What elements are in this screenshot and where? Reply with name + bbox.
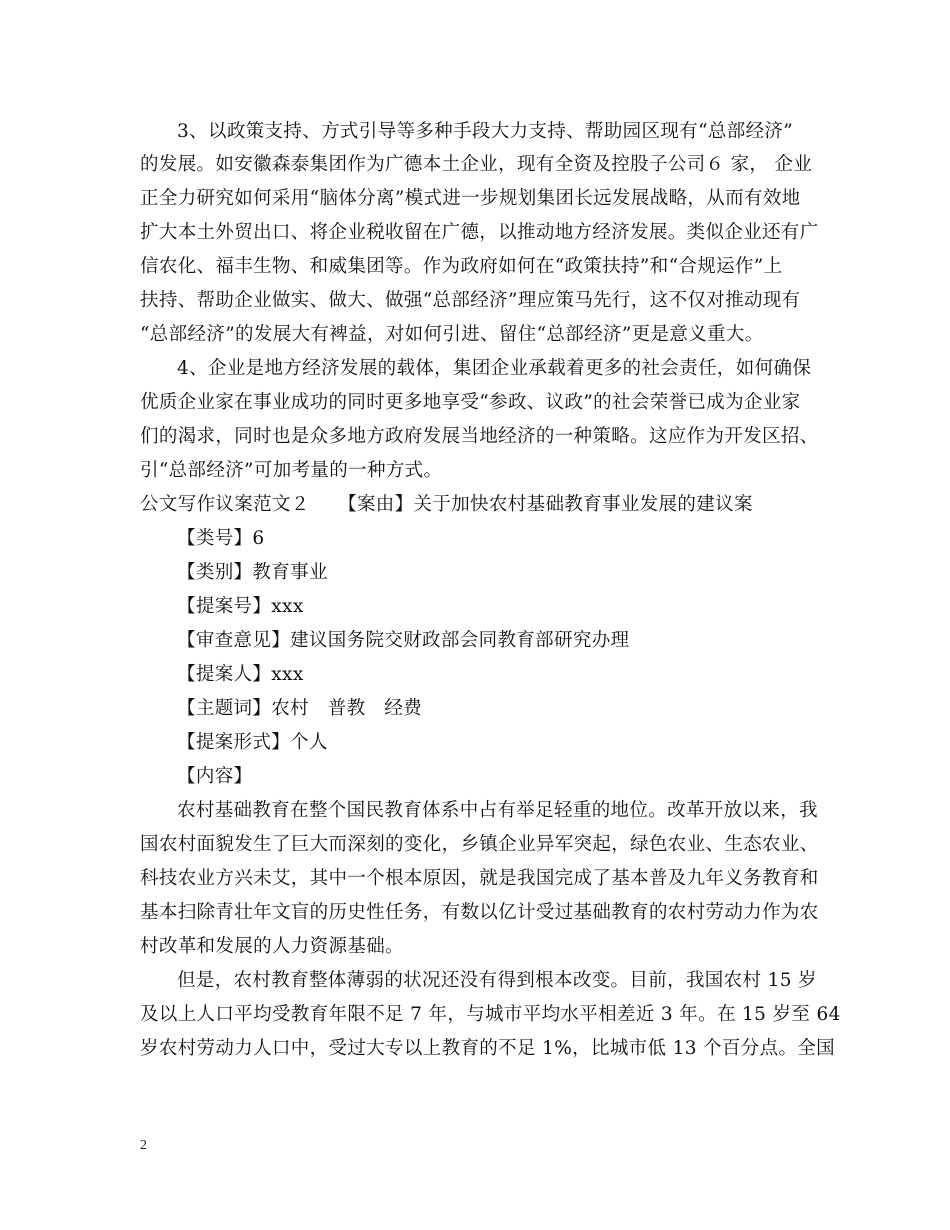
paragraph-line-15: 基本扫除青壮年文盲的历史性任务，有数以亿计受过基础教育的农村劳动力作为农 <box>140 902 819 923</box>
field-proposal-number: 【提案号】xxx <box>177 596 304 617</box>
paragraph-line-19: 岁农村劳动力人口中，受过大专以上教育的不足 1%，比城市低 13 个百分点。全国 <box>140 1038 836 1059</box>
paragraph-line-1: 3、以政策支持、方式引导等多种手段大力支持、帮助园区现有“总部经济” <box>177 121 794 142</box>
paragraph-line-12: 农村基础教育在整个国民教育体系中占有举足轻重的地位。改革开放以来，我 <box>177 800 818 821</box>
page-number: 2 <box>140 1138 147 1153</box>
field-review-opinion: 【审查意见】建议国务院交财政部会同教育部研究办理 <box>177 630 630 651</box>
paragraph-line-14: 科技农业方兴未艾，其中一个根本原因，就是我国完成了基本普及九年义务教育和 <box>140 868 819 889</box>
section-heading: 公文写作议案范文２ 【案由】关于加快农村基础教育事业发展的建议案 <box>140 494 753 515</box>
paragraph-line-7: “总部经济”的发展大有裨益，对如何引进、留住“总部经济”更是意义重大。 <box>140 324 764 345</box>
paragraph-line-10: 们的渴求，同时也是众多地方政府发展当地经济的一种策略。这应作为开发区招、 <box>140 426 819 447</box>
paragraph-line-4: 扩大本土外贸出口、将企业税收留在广德，以推动地方经济发展。类似企业还有广 <box>140 222 819 243</box>
paragraph-line-16: 村改革和发展的人力资源基础。 <box>140 936 404 957</box>
paragraph-line-17: 但是，农村教育整体薄弱的状况还没有得到根本改变。目前，我国农村 15 岁 <box>177 970 817 991</box>
field-content: 【内容】 <box>177 766 253 787</box>
field-category: 【类别】教育事业 <box>177 562 328 583</box>
paragraph-line-5: 信农化、福丰生物、和威集团等。作为政府如何在“政策扶持”和“合规运作”上 <box>140 256 783 277</box>
paragraph-line-9: 优质企业家在事业成功的同时更多地享受“参政、议政”的社会荣誉已成为企业家 <box>140 392 801 413</box>
field-keywords: 【主题词】农村 普教 经费 <box>177 698 423 719</box>
field-type-number: 【类号】6 <box>177 528 265 549</box>
field-proposer: 【提案人】xxx <box>177 664 304 685</box>
paragraph-line-11: 引“总部经济”可加考量的一种方式。 <box>140 460 443 481</box>
paragraph-line-6: 扶持、帮助企业做实、做大、做强“总部经济”理应策马先行，这不仅对推动现有 <box>140 290 801 311</box>
paragraph-line-3: 正全力研究如何采用“脑体分离”模式进一步规划集团长远发展战略，从而有效地 <box>140 188 801 209</box>
paragraph-line-8: 4、企业是地方经济发展的载体，集团企业承载着更多的社会责任，如何确保 <box>177 358 812 379</box>
paragraph-line-13: 国农村面貌发生了巨大而深刻的变化，乡镇企业异军突起，绿色农业、生态农业、 <box>140 834 819 855</box>
paragraph-line-18: 及以上人口平均受教育年限不足 7 年，与城市平均水平相差近 3 年。在 15 岁至 64 <box>140 1004 841 1025</box>
paragraph-line-2: 的发展。如安徽森泰集团作为广德本土企业，现有全资及控股子公司６ 家， 企业 <box>140 154 813 175</box>
field-proposal-form: 【提案形式】个人 <box>177 732 328 753</box>
